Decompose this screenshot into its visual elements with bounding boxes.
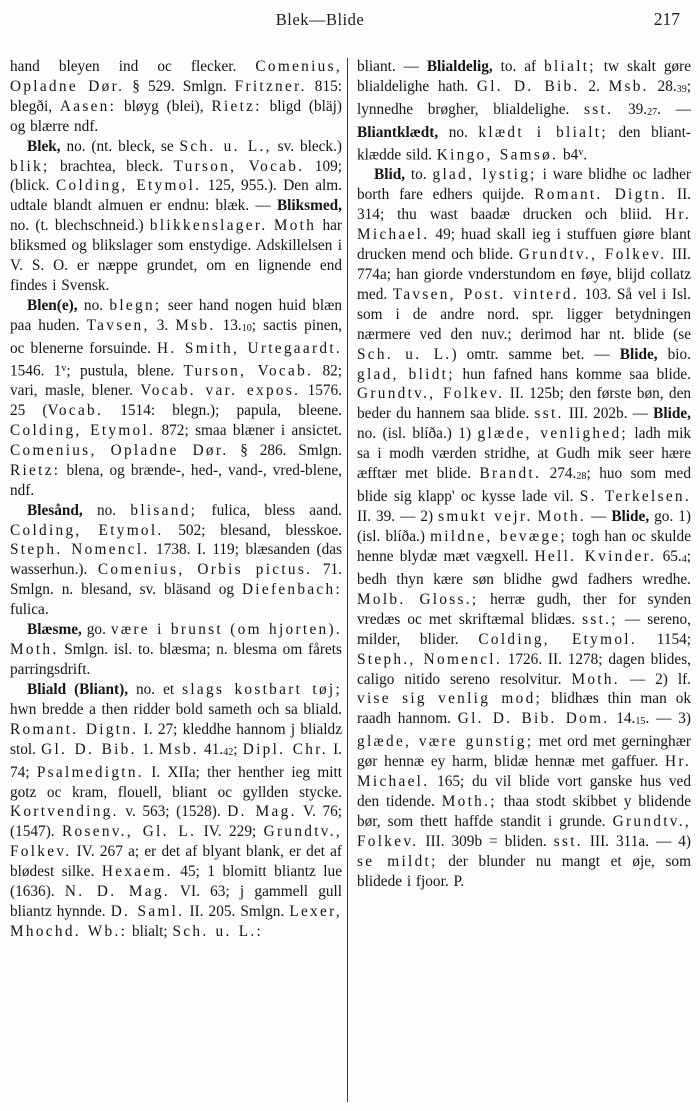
page-number: 217 <box>653 9 680 29</box>
text-run: v. 563; (1528). <box>118 803 228 821</box>
text-run: go. <box>81 621 111 639</box>
text-run: Rietz: <box>10 461 61 479</box>
text-run: blikkenslager. <box>149 217 268 235</box>
text-run: den bliant-klædde sild. <box>357 124 691 164</box>
text-run: bliant. — <box>357 58 427 75</box>
text-run: 39. <box>613 101 648 119</box>
text-run: ; sactis pinen, oc blenerne forsuinde. <box>10 316 342 357</box>
text-run: Kortvending. <box>10 803 119 821</box>
text-run: blialt; <box>127 922 173 940</box>
text-run: 872; smaa blæner i ansictet. <box>155 422 342 440</box>
text-run: 71. Smlgn. n. blesand, sv. bläsand og <box>10 561 342 599</box>
text-run: fulica, bless aand. <box>197 501 342 519</box>
entry-paragraph <box>10 620 342 680</box>
text-run: Psalmedigtn. <box>36 763 144 781</box>
text-run: 65. <box>656 547 682 565</box>
text-run: Tavsen, <box>86 316 150 334</box>
text-run: Hell. Kvinder. <box>534 547 657 565</box>
text-run: 815: blegði, <box>10 77 342 115</box>
text-run: Grundtv., Folkev. <box>357 813 691 850</box>
text-run: no. (t. blechschneid.) <box>10 217 150 235</box>
text-run: Steph. Nomencl. <box>10 541 150 559</box>
headword: Blide, <box>611 508 650 526</box>
headword: Blesånd, <box>27 501 83 519</box>
text-run: to. <box>405 166 433 184</box>
text-run: II. 314; thu wast baadæ drucken och bliid. <box>357 186 691 224</box>
text-run: ladh mik sa i modh værden stridhe, at Gudh mik seer hære æfftær met blide. <box>357 425 691 483</box>
text-run: Turson, Vocab. <box>173 157 305 175</box>
text-run: Sch. u. L. <box>357 345 452 363</box>
text-run: Hexaem. <box>101 863 173 881</box>
text-run: Rietz: <box>211 97 262 115</box>
text-run: no. et <box>128 680 183 698</box>
text-run: 103. Så vel i Isl. som i de andre nord. spr. ligger betydningen nærmere ved den nuv.; derimod har nt. blide (se <box>357 285 691 343</box>
text-run: der blunder nu mangt et øje, som blidede i fjoor. P. <box>357 852 691 890</box>
entry-paragraph <box>10 501 342 620</box>
text-run: IV. 229; <box>196 823 264 841</box>
text-run: fulica. <box>10 601 49 619</box>
text-run: to. af <box>492 58 545 75</box>
text-run: Hr. Michael. <box>357 753 691 791</box>
text-run: sst. <box>553 832 583 850</box>
text-run: III. 311a. — 4) <box>582 832 691 850</box>
headword: Bliksmed, <box>276 197 342 215</box>
text-run: Grundtv., Folkev. <box>357 385 505 403</box>
text-run: Comenius, Orbis pictus. <box>97 561 313 579</box>
text-run: v <box>61 362 67 374</box>
text-run: blena, og brænde-, hed-, vand-, vred-blene, ndf. <box>10 461 342 499</box>
column-divider <box>347 58 348 1102</box>
text-run: mildne, bevæge; <box>430 527 567 545</box>
text-run: togh han oc skulde henne blydæ mæt vægxell. <box>357 527 691 565</box>
text-run: 3. <box>149 316 176 334</box>
text-run: Colding, Etymol. <box>10 521 164 539</box>
text-run: — sereno, milder, blider. <box>357 610 691 648</box>
headword: Blen(e), <box>27 296 78 314</box>
text-run: Grundtv., Folkev. <box>10 823 342 861</box>
text-run: Colding, Etymol. <box>478 630 637 648</box>
text-run: ; bedh thyn kære søn blidhe gwd fadhers wredhe. <box>357 547 691 588</box>
text-run: ; pustula, blene. <box>66 362 184 380</box>
text-run: Steph., Nomencl. <box>357 650 502 668</box>
text-run: bio. <box>657 345 691 363</box>
text-run: IV. 267 a; er det af blyant blank, er det af blødest silke. <box>10 843 342 881</box>
text-run: go. 1) (isl. blíða.) <box>357 508 692 545</box>
text-run: 41. <box>198 740 224 758</box>
text-run: Comenius, Opladne Dør. <box>10 58 342 95</box>
text-run: III. 309b = bliden. <box>418 832 554 850</box>
text-run: I. XIIa; ther henther ieg mitt gotz oc kram, flouell, bliant oc gyllden stycke. <box>10 763 343 801</box>
text-run: blegn; <box>109 296 162 314</box>
text-run: hand bleyen ind oc flecker. <box>10 58 256 75</box>
text-run: no. (isl. blíða.) 1) <box>357 425 478 443</box>
text-run: 165; du vil blide vort ganske hus ved den tidende. <box>357 773 691 811</box>
text-run: 28 <box>576 471 587 483</box>
text-run: 1154; <box>636 630 692 648</box>
text-run: har bliksmed og blikslager som enstydige. Adskillelsen i V. S. O. er næppe grundet, om en lignende end findes i Svensk. <box>10 217 342 294</box>
text-run: Grundtv., Folkev. <box>518 246 667 264</box>
text-run: glad, lystig; <box>432 166 537 184</box>
text-run: Romant. Digtn. <box>10 720 139 738</box>
text-run: 27 <box>647 107 658 119</box>
text-run: . <box>583 146 588 164</box>
text-run: tw skalt gøre blialdelighe hath. <box>357 58 691 95</box>
text-run: thaa stodt skibbet y blidende bør, som thett haffde standit i grunde. <box>357 793 691 831</box>
text-run: 14. <box>609 710 636 728</box>
text-run: D. Mag. <box>227 803 297 821</box>
text-run: I. 74; <box>10 740 342 781</box>
headword: Bliantklædt, <box>357 124 439 142</box>
headword: Blide, <box>653 405 691 423</box>
text-run: i ware blidhe oc ladher borth fare edhers quijde. <box>357 166 692 204</box>
text-run: VI. 63; j gammell gull bliantz hynnde. <box>10 883 342 920</box>
text-run: bligd (bläj) og blærre ndf. <box>10 97 342 135</box>
text-run: 274. <box>541 465 577 483</box>
text-run: 1514: blegn.); papula, bleene. <box>103 402 342 420</box>
text-run: sst. <box>584 101 614 119</box>
text-run: smukt vejr. <box>438 508 533 526</box>
text-run: v <box>578 147 584 159</box>
text-run: 1576. 25 ( <box>10 382 342 420</box>
text-run: Moth. <box>537 508 587 526</box>
text-run: II. 125b; den første bøn, den beder du hannem saa blide. <box>357 385 692 423</box>
text-run: Fritzner. <box>234 77 307 95</box>
text-run: slags kostbart tøj; <box>182 680 343 698</box>
text-run: Vocab. var. expos. <box>140 382 301 400</box>
text-run: b4 <box>558 146 579 164</box>
text-run: Colding, Etymol. <box>56 177 202 195</box>
left-column <box>10 57 342 942</box>
text-run: glæde, være gunstig; <box>357 733 534 751</box>
entry-paragraph <box>10 680 342 942</box>
text-run: seer hand nogen huid blæn paa huden. <box>10 296 342 334</box>
text-run: . — 3) <box>645 710 692 728</box>
text-run: ) omtr. samme bet. — <box>451 345 620 363</box>
text-run: hwn bredde a then ridder bold sameth och sa bliald. <box>10 700 342 718</box>
text-run: no. <box>77 296 110 314</box>
text-run: I. 27; kleddhe hannom j blialdz stol. <box>10 720 342 758</box>
entry-paragraph <box>10 137 342 296</box>
text-run: se mildt; <box>357 852 438 870</box>
text-run: D. Saml. <box>110 903 185 920</box>
text-run: Gl. D. Bib. Dom. <box>457 710 610 728</box>
text-run: no. <box>82 501 131 519</box>
text-run: Diefenbach: <box>241 581 342 599</box>
text-run: H. Smith, Urtegaardt. <box>157 339 342 357</box>
text-run: Vocab. <box>47 402 104 420</box>
text-run: no. (nt. bleck, se <box>60 137 180 155</box>
headword: Bliald (Bliant), <box>27 680 129 698</box>
text-run: Aasen: <box>59 97 117 115</box>
text-run: — 2) lf. <box>619 670 691 688</box>
text-run: Gl. D. Bib. <box>41 740 137 758</box>
text-run: no. <box>438 124 479 142</box>
text-run: vise sig venlig mod; <box>357 690 543 708</box>
text-run: . — <box>657 101 691 119</box>
text-run: herræ gudh, ther for synden vredæs oc met skriftæmal blidæs. <box>357 590 691 628</box>
text-run: § 529. Smlgn. <box>124 77 235 95</box>
text-run: Rosenv., Gl. L. <box>62 823 197 841</box>
text-run: Moth <box>273 217 317 235</box>
text-run: met ord met gerninghær gør hennæ ey harm, blidæ hennæ met gaffuer. <box>357 733 691 771</box>
text-run: Sch. u. L., <box>179 137 272 155</box>
headword: Blialdelig, <box>426 58 493 75</box>
text-run: 15 <box>635 716 646 728</box>
text-run: glæde, venlighed; <box>477 425 628 443</box>
text-run: III. 202b. — <box>563 405 654 423</box>
text-run: ; <box>233 740 243 758</box>
text-run: II. 205. Smlgn. <box>184 903 290 920</box>
text-run: bløyg (blei), <box>116 97 212 115</box>
text-run: 109; (blick. <box>10 157 342 195</box>
text-run: III. 774a; han giorde vnderstundom en føye, blijd collatz med. <box>357 246 691 303</box>
text-run: 28. <box>648 77 677 95</box>
entry-paragraph <box>357 57 691 165</box>
headword: Blid, <box>374 166 406 184</box>
text-run: sst. <box>534 405 564 423</box>
text-run: være i brunst (om hjorten). <box>110 621 342 639</box>
text-run: Sch. u. L.: <box>172 922 264 940</box>
text-run: 1546. 1 <box>10 362 62 380</box>
text-run: sv. bleck.) <box>271 137 342 155</box>
text-run: 49; huad skall ieg i stuffuen giøre blant drucken mend och blide. <box>357 226 691 264</box>
text-run: blisand; <box>130 501 198 519</box>
text-run: Msb. <box>158 740 199 758</box>
headword: Blæsme, <box>27 621 82 639</box>
text-run: Romant. Digtn. <box>534 186 668 204</box>
text-run: Dipl. Chr. <box>242 740 328 758</box>
right-column <box>357 57 691 892</box>
text-run: Molb. Gloss.; <box>357 590 479 608</box>
text-run: 2. <box>579 77 609 95</box>
text-run: hun fafned hans komme saa blide. <box>454 365 691 383</box>
text-run: Tavsen, Post. vinterd. <box>392 285 579 303</box>
headword: Blek, <box>27 137 61 155</box>
text-run: Msb. <box>608 77 649 95</box>
text-run: Smlgn. isl. to. blæsma; n. blesma om fårets parringsdrift. <box>10 641 342 678</box>
text-run: II. 39. — 2) <box>357 508 439 526</box>
text-run: Gl. D. Bib. <box>476 77 580 95</box>
text-run: klædt i blialt; <box>478 124 608 142</box>
text-run: 13. <box>215 316 242 334</box>
text-run: 4 <box>681 554 687 566</box>
text-run: Kingo, Samsø. <box>436 146 559 164</box>
text-run: — <box>586 508 612 526</box>
text-run: 125, 955.). Den alm. udtale blandt almuen er endnu: blæk. — <box>10 177 342 215</box>
text-run: Moth.; <box>441 793 497 811</box>
text-run: S. Terkelsen. <box>579 488 691 506</box>
text-run: 42 <box>223 746 234 758</box>
text-run: blidhæs thin man ok raadh hannom. <box>357 690 692 728</box>
headword: Blide, <box>619 345 658 363</box>
text-run: ; huo som med blide sig klapp' oc kysse lade vil. <box>357 465 691 506</box>
text-run: sst.; <box>582 610 618 628</box>
running-head: Blek—Blide <box>275 10 365 29</box>
entry-paragraph <box>357 165 691 891</box>
text-run: N. D. Mag. <box>64 883 170 901</box>
text-run: ; lynnedhe brøgher, blialdelighe. <box>357 77 691 119</box>
text-run: brachtea, bleck. <box>49 157 174 175</box>
text-run: Hr. Michael. <box>357 206 691 244</box>
text-run: 45; 1 blomitt bliantz lue (1636). <box>10 863 342 901</box>
entry-paragraph <box>10 57 342 137</box>
text-run: blialt; <box>544 58 596 75</box>
text-run: Moth. <box>571 670 620 688</box>
text-run: Lexer, Mhochd. Wb.: <box>10 903 342 940</box>
text-run: Colding, Etymol. <box>10 422 156 440</box>
text-run: 502; blesand, blesskoe. <box>163 521 342 539</box>
text-run: 82; vari, masle, blener. <box>10 362 343 400</box>
text-run: glad, blidt; <box>357 365 455 383</box>
entry-paragraph <box>10 296 342 501</box>
text-run: 1726. II. 1278; dagen blides, caligo nitido sereno resolvitur. <box>357 650 691 688</box>
text-run: Turson, Vocab. <box>183 362 314 380</box>
text-run: Msb. <box>175 316 216 334</box>
text-run: 1738. I. 119; blæsanden (das wasserhun.). <box>10 541 342 579</box>
text-run: Comenius, Opladne Dør. <box>10 441 229 459</box>
text-run: Brandt. <box>479 465 542 483</box>
text-run: § 286. Smlgn. <box>228 441 343 459</box>
text-run: Moth. <box>10 641 59 659</box>
text-run: 1. <box>136 740 159 758</box>
text-run: blik; <box>10 157 50 175</box>
text-run: 10 <box>241 322 252 334</box>
text-run: V. 76; (1547). <box>10 803 342 841</box>
text-run: 39 <box>676 84 687 96</box>
